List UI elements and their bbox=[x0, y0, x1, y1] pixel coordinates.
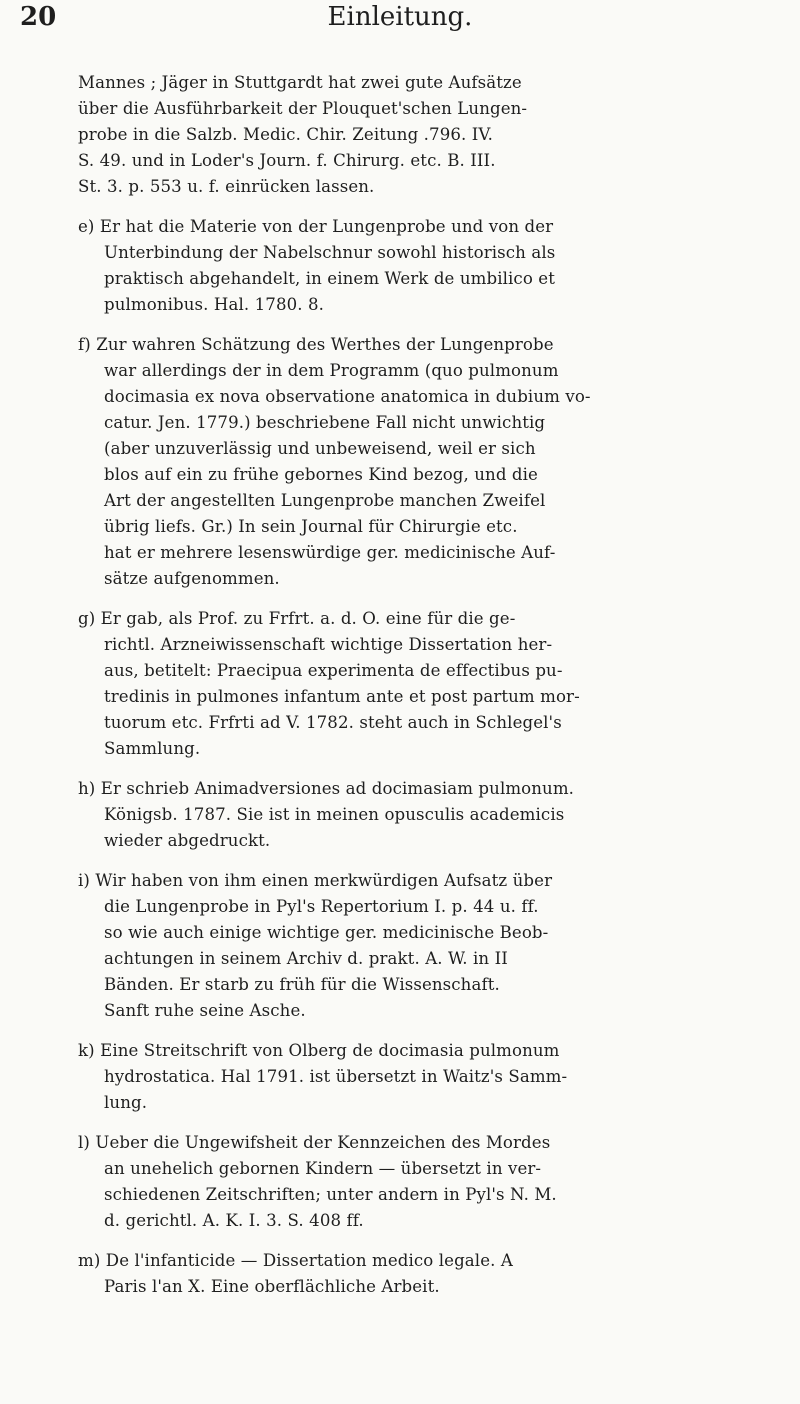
text-line: an unehelich gebornen Kindern — übersetzt in ver- bbox=[104, 1159, 542, 1178]
text-line: Sammlung. bbox=[104, 739, 201, 758]
text-line: schiedenen Zeitschriften; unter andern in Pyl's N. M. bbox=[104, 1185, 557, 1204]
text-line: wieder abgedruckt. bbox=[104, 831, 271, 850]
text-line: über die Ausführbarkeit der Plouquet'schen Lungen- bbox=[78, 99, 528, 118]
text-line: f) Zur wahren Schätzung des Werthes der Lungenprobe bbox=[78, 335, 554, 354]
text-line: docimasia ex nova observatione anatomica in dubium vo- bbox=[104, 387, 591, 406]
text-line: g) Er gab, als Prof. zu Frfrt. a. d. O. eine für die ge- bbox=[78, 609, 516, 628]
text-line: (aber unzuverlässig und unbeweisend, weil er sich bbox=[104, 439, 536, 458]
text-line: St. 3. p. 553 u. f. einrücken lassen. bbox=[78, 177, 375, 196]
footnote-f bbox=[78, 332, 768, 592]
text-line: pulmonibus. Hal. 1780. 8. bbox=[104, 295, 325, 314]
text-line: d. gerichtl. A. K. I. 3. S. 408 ff. bbox=[104, 1211, 364, 1230]
footnote-h bbox=[78, 776, 768, 854]
text-line: m) De l'infanticide — Dissertation medico legale. A bbox=[78, 1251, 513, 1270]
text-line: war allerdings der in dem Programm (quo pulmonum bbox=[104, 361, 559, 380]
text-line: richtl. Arzneiwissenschaft wichtige Dissertation her- bbox=[104, 635, 553, 654]
footnote-k bbox=[78, 1038, 768, 1116]
text-line: achtungen in seinem Archiv d. prakt. A. W. in II bbox=[104, 949, 508, 968]
text-line: h) Er schrieb Animadversiones ad docimasiam pulmonum. bbox=[78, 779, 575, 798]
page-number: 20 bbox=[20, 2, 57, 32]
text-line: Unterbindung der Nabelschnur sowohl historisch als bbox=[104, 243, 556, 262]
page-body bbox=[78, 70, 768, 1314]
text-line: hydrostatica. Hal 1791. ist übersetzt in Waitz's Samm- bbox=[104, 1067, 568, 1086]
text-line: e) Er hat die Materie von der Lungenprobe und von der bbox=[78, 217, 554, 236]
text-line: Königsb. 1787. Sie ist in meinen opusculis academicis bbox=[104, 805, 565, 824]
text-line: l) Ueber die Ungewifsheit der Kennzeichen des Mordes bbox=[78, 1133, 551, 1152]
text-line: blos auf ein zu frühe gebornes Kind bezog, und die bbox=[104, 465, 538, 484]
footnote-i bbox=[78, 868, 768, 1024]
text-line: aus, betitelt: Praecipua experimenta de effectibus pu- bbox=[104, 661, 563, 680]
text-line: probe in die Salzb. Medic. Chir. Zeitung .796. IV. bbox=[78, 125, 493, 144]
text-line: lung. bbox=[104, 1093, 148, 1112]
text-line: k) Eine Streitschrift von Olberg de docimasia pulmonum bbox=[78, 1041, 560, 1060]
text-line: so wie auch einige wichtige ger. medicinische Beob- bbox=[104, 923, 549, 942]
text-line: Bänden. Er starb zu früh für die Wissenschaft. bbox=[104, 975, 500, 994]
text-line: tredinis in pulmones infantum ante et post partum mor- bbox=[104, 687, 580, 706]
text-line: übrig liefs. Gr.) In sein Journal für Chirurgie etc. bbox=[104, 517, 518, 536]
text-line: Paris l'an X. Eine oberflächliche Arbeit. bbox=[104, 1277, 440, 1296]
text-line: die Lungenprobe in Pyl's Repertorium I. p. 44 u. ff. bbox=[104, 897, 539, 916]
text-line: Mannes ; Jäger in Stuttgardt hat zwei gute Aufsätze bbox=[78, 73, 522, 92]
running-title: Einleitung. bbox=[327, 2, 473, 32]
text-line: Art der angestellten Lungenprobe manchen Zweifel bbox=[104, 491, 546, 510]
footnote-e bbox=[78, 214, 768, 318]
text-line: praktisch abgehandelt, in einem Werk de umbilico et bbox=[104, 269, 555, 288]
text-line: sätze aufgenommen. bbox=[104, 569, 280, 588]
footnote-m bbox=[78, 1248, 768, 1300]
text-line: Sanft ruhe seine Asche. bbox=[104, 1001, 306, 1020]
text-line: hat er mehrere lesenswürdige ger. medicinische Auf- bbox=[104, 543, 556, 562]
text-line: tuorum etc. Frfrti ad V. 1782. steht auch in Schlegel's bbox=[104, 713, 562, 732]
footnote-g bbox=[78, 606, 768, 762]
footnote-l bbox=[78, 1130, 768, 1234]
text-line: i) Wir haben von ihm einen merkwürdigen Aufsatz über bbox=[78, 871, 553, 890]
text-line: catur. Jen. 1779.) beschriebene Fall nicht unwichtig bbox=[104, 413, 546, 432]
text-line: S. 49. und in Loder's Journ. f. Chirurg. etc. B. III. bbox=[78, 151, 496, 170]
paragraph bbox=[78, 70, 768, 200]
